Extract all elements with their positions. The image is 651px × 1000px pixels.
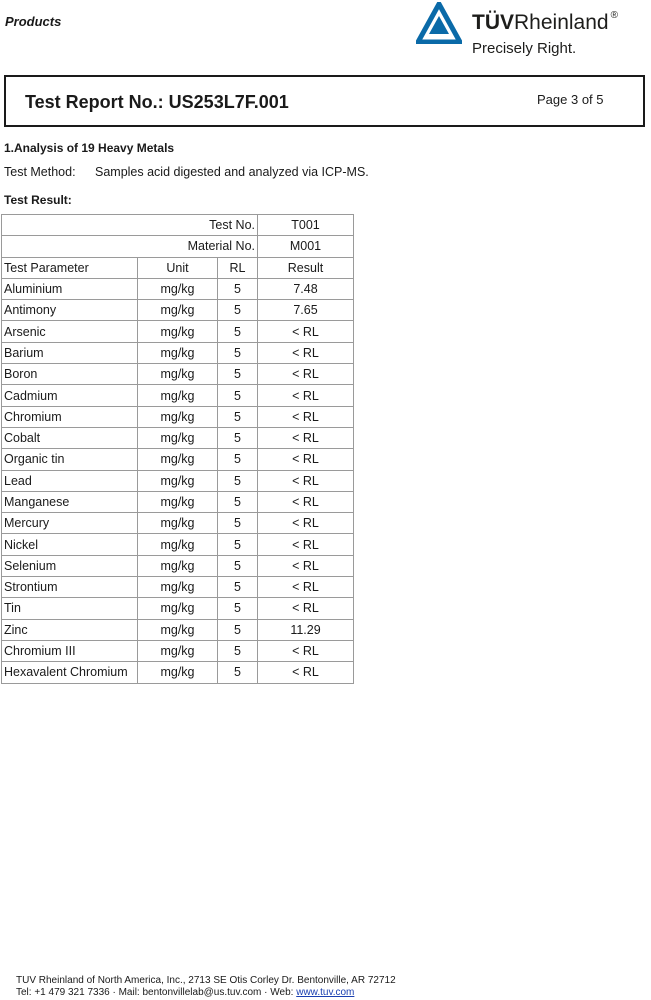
- unit-cell: mg/kg: [138, 449, 218, 470]
- rl-cell: 5: [218, 364, 258, 385]
- table-row: [2, 470, 354, 491]
- result-cell: < RL: [258, 640, 354, 661]
- result-cell: < RL: [258, 534, 354, 555]
- test-no-label: Test No.: [2, 215, 258, 236]
- table-row: [2, 278, 354, 299]
- parameter-cell: Boron: [2, 364, 138, 385]
- parameter-cell: Nickel: [2, 534, 138, 555]
- table-row: [2, 577, 354, 598]
- rl-cell: 5: [218, 406, 258, 427]
- table-row: [2, 555, 354, 576]
- unit-cell: mg/kg: [138, 364, 218, 385]
- unit-cell: mg/kg: [138, 406, 218, 427]
- tuv-logo: [416, 2, 646, 60]
- table-row: [2, 385, 354, 406]
- result-cell: < RL: [258, 598, 354, 619]
- table-row: [2, 534, 354, 555]
- report-header: [4, 75, 645, 127]
- parameter-cell: Cadmium: [2, 385, 138, 406]
- result-cell: < RL: [258, 662, 354, 683]
- rl-cell: 5: [218, 491, 258, 512]
- result-cell: < RL: [258, 577, 354, 598]
- parameter-cell: Chromium III: [2, 640, 138, 661]
- result-cell: < RL: [258, 470, 354, 491]
- rl-cell: 5: [218, 640, 258, 661]
- table-row: [2, 406, 354, 427]
- parameter-cell: Antimony: [2, 300, 138, 321]
- section-title: 1.Analysis of 19 Heavy Metals: [4, 141, 175, 155]
- material-no-row: [2, 236, 354, 257]
- result-cell: < RL: [258, 321, 354, 342]
- parameter-cell: Arsenic: [2, 321, 138, 342]
- unit-cell: mg/kg: [138, 640, 218, 661]
- rl-cell: 5: [218, 662, 258, 683]
- rl-cell: 5: [218, 300, 258, 321]
- material-no-label: Material No.: [2, 236, 258, 257]
- table-row: [2, 640, 354, 661]
- parameter-cell: Manganese: [2, 491, 138, 512]
- footer-web-link[interactable]: www.tuv.com: [296, 987, 355, 998]
- test-no-row: [2, 215, 354, 236]
- header-result: Result: [258, 257, 354, 278]
- result-cell: < RL: [258, 385, 354, 406]
- parameter-cell: Zinc: [2, 619, 138, 640]
- logo-tagline: Precisely Right.: [472, 40, 577, 57]
- rl-cell: 5: [218, 342, 258, 363]
- parameter-cell: Mercury: [2, 513, 138, 534]
- result-cell: 11.29: [258, 619, 354, 640]
- result-cell: < RL: [258, 427, 354, 448]
- unit-cell: mg/kg: [138, 555, 218, 576]
- rl-cell: 5: [218, 534, 258, 555]
- unit-cell: mg/kg: [138, 491, 218, 512]
- table-row: [2, 364, 354, 385]
- table-row: [2, 321, 354, 342]
- material-no-value: M001: [258, 236, 354, 257]
- result-cell: < RL: [258, 449, 354, 470]
- result-cell: < RL: [258, 491, 354, 512]
- parameter-cell: Organic tin: [2, 449, 138, 470]
- table-row: [2, 427, 354, 448]
- footer-contact: [16, 987, 396, 999]
- test-method-text: Samples acid digested and analyzed via ICP-MS.: [95, 165, 369, 179]
- table-row: [2, 619, 354, 640]
- result-cell: 7.65: [258, 300, 354, 321]
- rl-cell: 5: [218, 513, 258, 534]
- rl-cell: 5: [218, 555, 258, 576]
- logo-brand: TÜVRheinland ®: [472, 10, 618, 34]
- table-row: [2, 513, 354, 534]
- test-no-value: T001: [258, 215, 354, 236]
- result-cell: < RL: [258, 555, 354, 576]
- rl-cell: 5: [218, 321, 258, 342]
- table-row: [2, 598, 354, 619]
- rl-cell: 5: [218, 278, 258, 299]
- test-result-label: Test Result:: [4, 193, 72, 207]
- table-row: [2, 300, 354, 321]
- unit-cell: mg/kg: [138, 300, 218, 321]
- unit-cell: mg/kg: [138, 598, 218, 619]
- results-table: [1, 214, 354, 684]
- parameter-cell: Tin: [2, 598, 138, 619]
- rl-cell: 5: [218, 427, 258, 448]
- table-row: [2, 662, 354, 683]
- unit-cell: mg/kg: [138, 321, 218, 342]
- page-indicator: Page 3 of 5: [537, 92, 604, 107]
- parameter-cell: Barium: [2, 342, 138, 363]
- table-header-row: [2, 257, 354, 278]
- parameter-cell: Aluminium: [2, 278, 138, 299]
- unit-cell: mg/kg: [138, 577, 218, 598]
- parameter-cell: Selenium: [2, 555, 138, 576]
- unit-cell: mg/kg: [138, 619, 218, 640]
- triangle-logo-icon: [416, 2, 462, 44]
- parameter-cell: Strontium: [2, 577, 138, 598]
- unit-cell: mg/kg: [138, 534, 218, 555]
- rl-cell: 5: [218, 598, 258, 619]
- table-row: [2, 342, 354, 363]
- result-cell: < RL: [258, 364, 354, 385]
- header-parameter: Test Parameter: [2, 257, 138, 278]
- table-row: [2, 491, 354, 512]
- rl-cell: 5: [218, 470, 258, 491]
- rl-cell: 5: [218, 619, 258, 640]
- result-cell: < RL: [258, 406, 354, 427]
- result-cell: 7.48: [258, 278, 354, 299]
- unit-cell: mg/kg: [138, 385, 218, 406]
- unit-cell: mg/kg: [138, 470, 218, 491]
- result-cell: < RL: [258, 513, 354, 534]
- rl-cell: 5: [218, 449, 258, 470]
- report-title: Test Report No.: US253L7F.001: [25, 92, 289, 112]
- footer-address: TUV Rheinland of North America, Inc., 2713 SE Otis Corley Dr. Bentonville, AR 72712: [16, 975, 396, 986]
- footer-contact-text: Tel: +1 479 321 7336 · Mail: bentonvillelab@us.tuv.com · Web:: [16, 987, 297, 998]
- parameter-cell: Chromium: [2, 406, 138, 427]
- table-row: [2, 449, 354, 470]
- footer: [16, 975, 396, 999]
- unit-cell: mg/kg: [138, 662, 218, 683]
- header-unit: Unit: [138, 257, 218, 278]
- rl-cell: 5: [218, 577, 258, 598]
- parameter-cell: Hexavalent Chromium: [2, 662, 138, 683]
- unit-cell: mg/kg: [138, 427, 218, 448]
- section-label: Products: [5, 14, 62, 29]
- test-method-label: Test Method:: [4, 165, 76, 179]
- header-rl: RL: [218, 257, 258, 278]
- unit-cell: mg/kg: [138, 513, 218, 534]
- parameter-cell: Lead: [2, 470, 138, 491]
- unit-cell: mg/kg: [138, 342, 218, 363]
- result-cell: < RL: [258, 342, 354, 363]
- parameter-cell: Cobalt: [2, 427, 138, 448]
- rl-cell: 5: [218, 385, 258, 406]
- unit-cell: mg/kg: [138, 278, 218, 299]
